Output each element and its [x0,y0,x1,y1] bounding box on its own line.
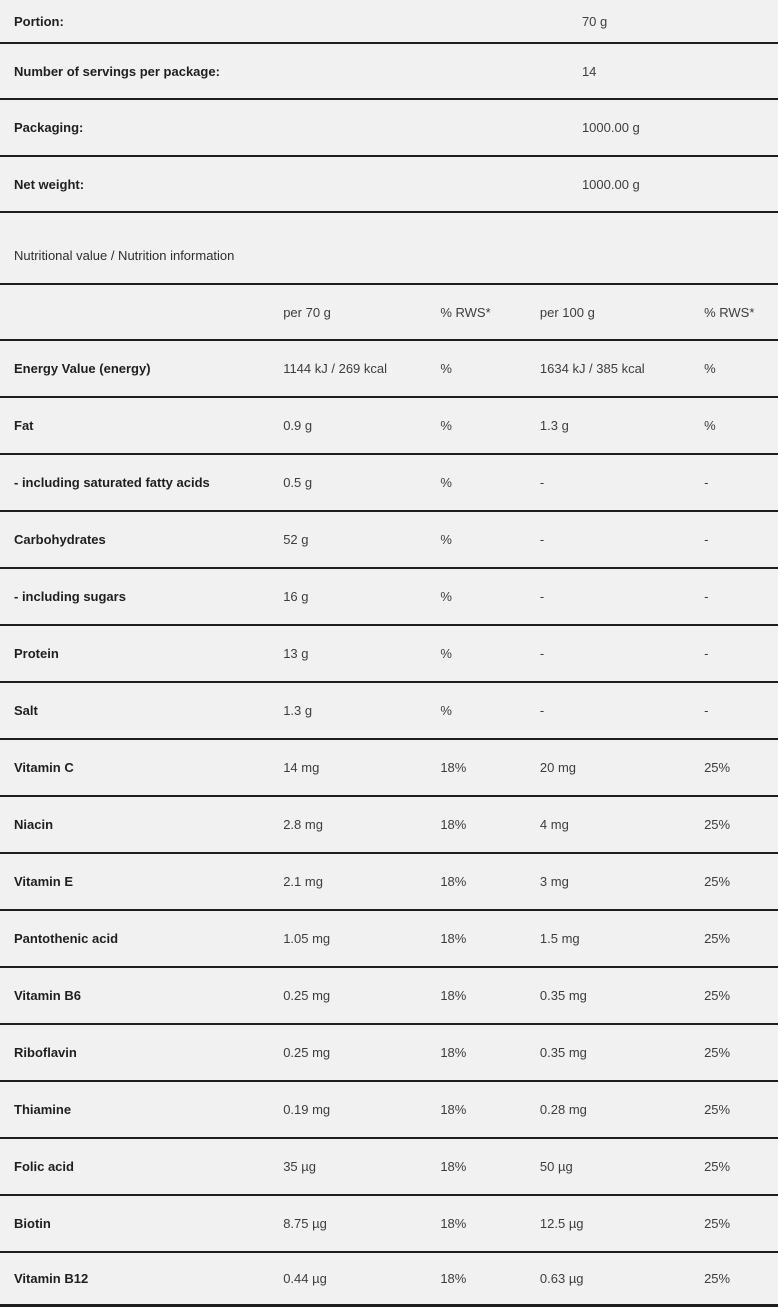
nutrient-name: Vitamin E [14,874,74,889]
nutrition-table-row [0,683,778,740]
nutrient-value-per-100g: 1634 kJ / 385 kcal [539,361,645,376]
nutrient-name: Carbohydrates [14,532,106,547]
nutrient-value-rws-100g: 25% [704,1102,731,1117]
nutrient-name: Protein [14,646,59,661]
nutrient-value-rws-portion: 18% [440,874,467,889]
nutrient-value-per-portion: 1.3 g [283,703,313,718]
nutrient-name: Salt [14,703,38,718]
nutrient-value-rws-100g: - [704,475,709,490]
nutrient-value-per-100g: 0.35 mg [539,1045,587,1060]
nutrient-value-rws-portion: % [440,475,452,490]
nutrition-column-header: % RWS* [704,304,755,320]
nutrient-value-rws-100g: 25% [704,1045,731,1060]
nutrition-column-header: per 100 g [539,304,595,320]
nutrition-table-row [0,1082,778,1139]
nutrient-value-rws-portion: % [440,532,452,547]
info-row-label: Number of servings per package: [14,63,220,79]
nutrient-value-per-portion: 0.44 µg [283,1271,327,1286]
nutrient-value-per-100g: - [539,589,545,604]
nutrient-value-rws-100g: - [704,646,709,661]
nutrient-name: Vitamin C [14,760,74,775]
nutrient-value-per-100g: 1.5 mg [539,931,580,946]
nutrient-name: Vitamin B6 [14,988,81,1003]
product-info-table [0,0,778,213]
nutrient-value-per-100g: 50 µg [539,1159,573,1174]
nutrient-value-rws-portion: % [440,703,452,718]
nutrient-value-rws-100g: 25% [704,1159,731,1174]
nutrition-table [0,285,778,1307]
nutrient-value-rws-portion: % [440,361,452,376]
nutrient-value-per-100g: 4 mg [539,817,569,832]
nutrient-value-per-portion: 16 g [283,589,309,604]
nutrient-value-per-100g: 1.3 g [539,418,569,433]
nutrition-table-row [0,455,778,512]
nutrient-value-per-100g: 0.28 mg [539,1102,587,1117]
nutrient-value-per-portion: 0.19 mg [283,1102,331,1117]
info-row [0,44,778,100]
nutrient-value-rws-100g: 25% [704,760,731,775]
nutrient-value-per-100g: - [539,532,545,547]
nutrition-table-row [0,626,778,683]
nutrition-table-header-row [0,285,778,341]
nutrient-value-rws-100g: 25% [704,817,731,832]
nutrient-value-per-100g: 3 mg [539,874,569,889]
nutrient-value-per-portion: 2.1 mg [283,874,323,889]
nutrient-value-rws-100g: 25% [704,1216,731,1231]
nutrient-value-rws-100g: % [704,361,716,376]
info-row [0,0,778,44]
nutrient-value-per-portion: 1.05 mg [283,931,331,946]
info-row-value: 70 g [581,13,608,29]
nutrient-value-per-portion: 0.5 g [283,475,313,490]
nutrient-name: Niacin [14,817,54,832]
nutrition-table-row [0,797,778,854]
nutrient-name: Folic acid [14,1159,74,1174]
nutrition-table-row [0,854,778,911]
nutrient-value-rws-portion: 18% [440,1271,467,1286]
nutrient-value-per-100g: 20 mg [539,760,577,775]
nutrient-value-rws-portion: 18% [440,1216,467,1231]
nutrient-name: Fat [14,418,34,433]
info-row-label: Packaging: [14,120,84,135]
nutrient-value-per-portion: 52 g [283,532,309,547]
nutrient-value-per-portion: 13 g [283,646,309,661]
nutrient-value-rws-portion: 18% [440,931,467,946]
nutrient-name: - including saturated fatty acids [14,475,210,490]
info-row-value: 14 [581,63,597,79]
nutrient-value-per-portion: 0.25 mg [283,988,331,1003]
nutrient-value-per-100g: 0.63 µg [539,1271,584,1286]
nutrient-value-per-100g: - [539,646,545,661]
nutrient-value-rws-100g: - [704,532,709,547]
nutrition-table-row [0,512,778,569]
nutrient-value-per-portion: 1144 kJ / 269 kcal [283,361,388,376]
info-row-label: Net weight: [14,176,85,192]
nutrient-value-rws-portion: 18% [440,817,467,832]
nutrient-value-rws-100g: 25% [704,874,731,889]
nutrient-name: Thiamine [14,1102,72,1117]
nutrient-value-rws-portion: % [440,589,452,604]
nutrient-value-rws-portion: 18% [440,1159,467,1174]
nutrient-value-per-portion: 35 µg [283,1159,316,1174]
nutrient-value-rws-100g: 25% [704,988,731,1003]
nutrient-value-rws-portion: 18% [440,988,467,1003]
info-row-value: 1000.00 g [581,120,640,135]
nutrition-table-row [0,398,778,455]
nutrient-value-per-100g: 12.5 µg [539,1216,584,1231]
nutrition-table-row [0,341,778,398]
nutrition-table-row [0,569,778,626]
nutrient-value-per-100g: 0.35 mg [539,988,587,1003]
nutrient-name: - including sugars [14,589,126,604]
info-row [0,100,778,157]
nutrition-table-row [0,1253,778,1307]
nutrient-name: Riboflavin [14,1045,77,1060]
nutrition-table-row [0,1025,778,1082]
nutrient-value-rws-100g: - [704,703,709,718]
nutrient-value-rws-portion: 18% [440,1102,467,1117]
nutrition-column-header: % RWS* [440,304,491,320]
nutrition-table-row [0,1139,778,1196]
nutrition-table-row [0,968,778,1025]
nutrient-value-per-portion: 2.8 mg [283,817,323,832]
nutrient-value-per-100g: - [539,475,545,490]
nutrient-value-rws-portion: % [440,418,452,433]
nutrient-value-rws-100g: - [704,589,709,604]
nutrient-value-rws-portion: 18% [440,760,467,775]
nutrient-value-per-portion: 8.75 µg [283,1216,327,1231]
nutrient-name: Energy Value (energy) [14,361,151,376]
nutrient-value-rws-portion: 18% [440,1045,467,1060]
nutrient-value-rws-portion: % [440,646,452,661]
info-row-value: 1000.00 g [581,176,640,192]
nutrient-value-rws-100g: 25% [704,931,731,946]
nutrition-table-row [0,1196,778,1253]
nutrition-column-header: per 70 g [283,304,331,320]
nutrition-table-row [0,911,778,968]
section-header [0,213,778,285]
nutrient-value-per-portion: 0.9 g [283,418,313,433]
section-title: Nutritional value / Nutrition information [14,247,235,263]
nutrient-name: Vitamin B12 [14,1271,89,1286]
info-row [0,157,778,213]
nutrient-value-per-portion: 0.25 mg [283,1045,331,1060]
nutrient-value-per-portion: 14 mg [283,760,320,775]
nutrient-name: Biotin [14,1216,51,1231]
nutrient-name: Pantothenic acid [14,931,119,946]
nutrient-value-rws-100g: 25% [704,1271,731,1286]
nutrient-value-per-100g: - [539,703,545,718]
info-row-label: Portion: [14,13,64,29]
nutrition-table-row [0,740,778,797]
nutrient-value-rws-100g: % [704,418,716,433]
